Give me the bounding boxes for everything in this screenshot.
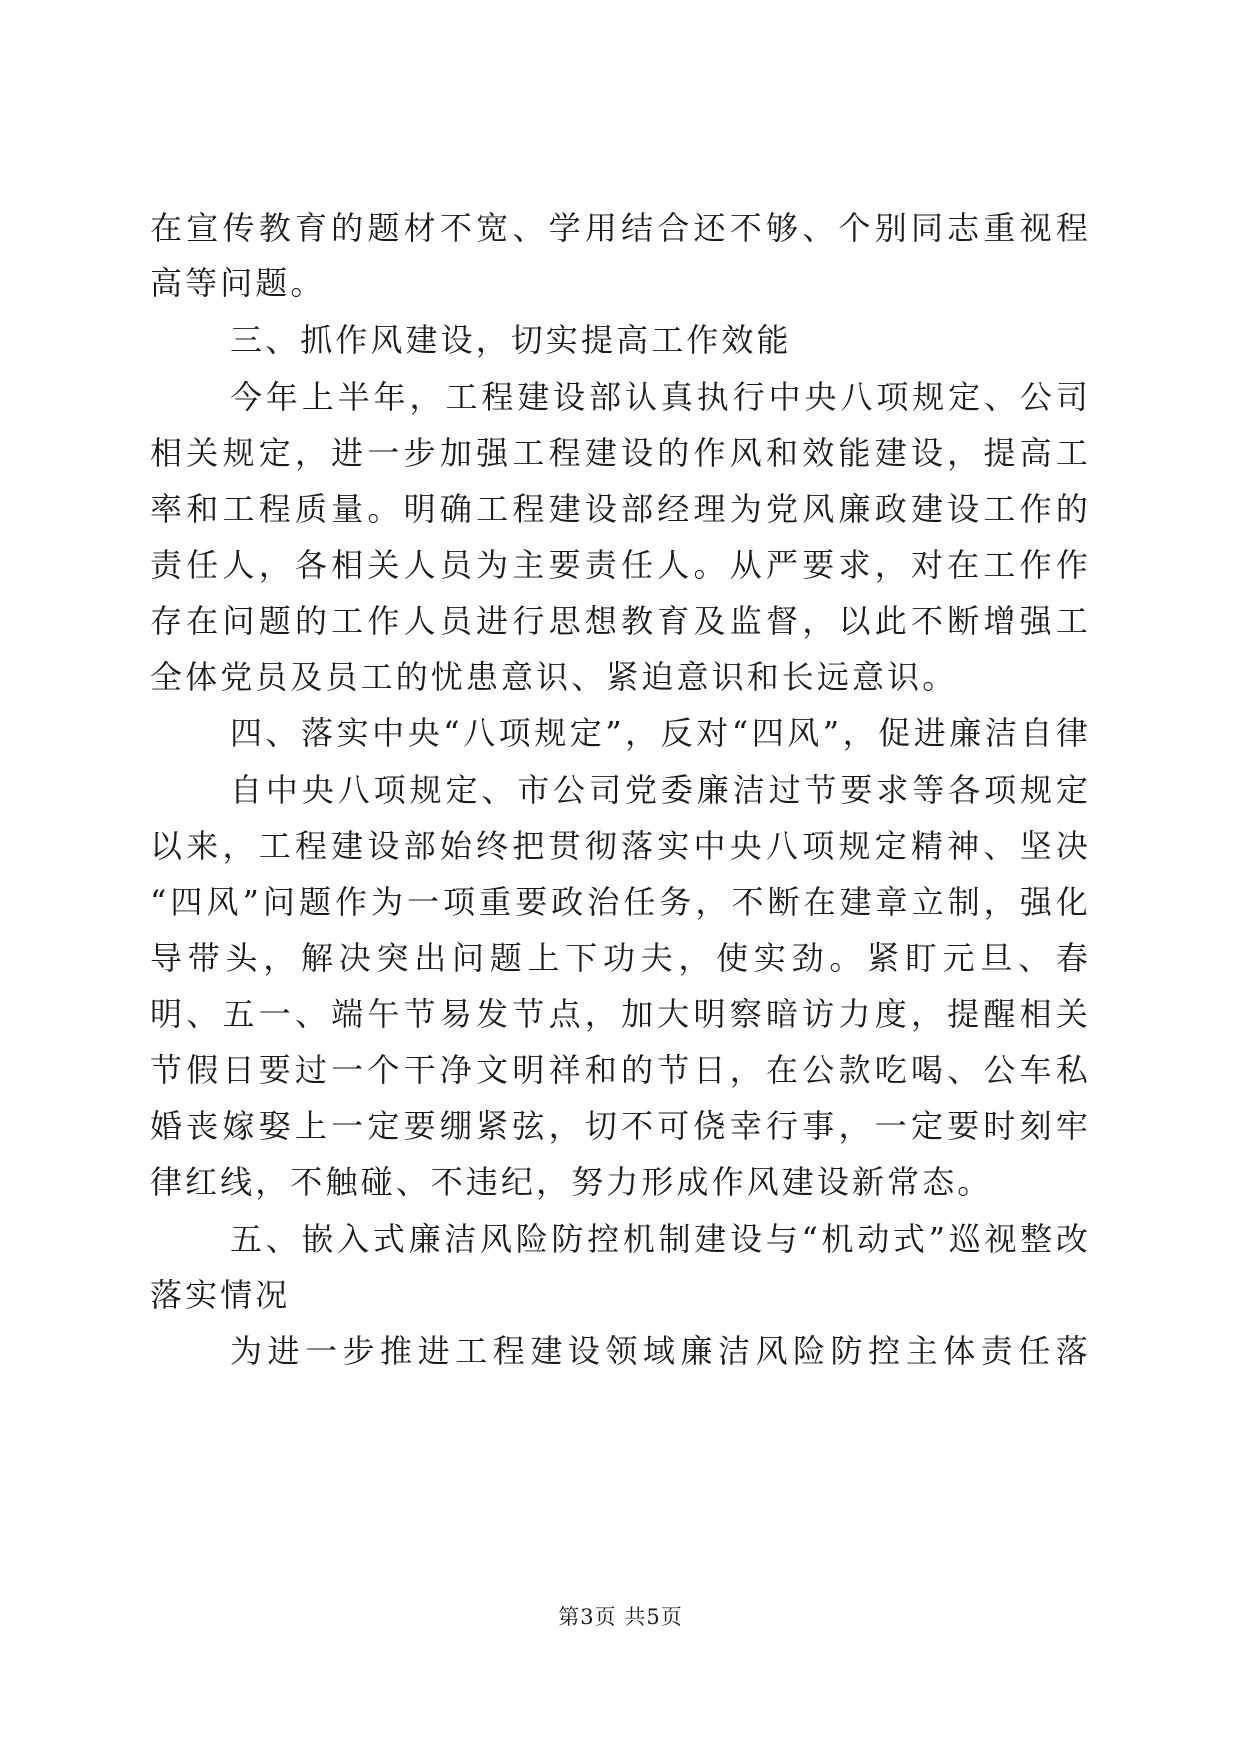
section-heading-4: 四、落实中央“八项规定”，反对“四风”，促进廉洁自律 bbox=[230, 714, 1091, 752]
paragraph-line: “四风”问题作为一项重要政治任务，不断在建章立制，强化 bbox=[150, 883, 1091, 921]
paragraph-line: 率和工程质量。明确工程建设部经理为党风廉政建设工作的 bbox=[150, 490, 1091, 528]
paragraph-line: 为进一步推进工程建设领域廉洁风险防控主体责任落 bbox=[230, 1332, 1091, 1370]
paragraph-line: 自中央八项规定、市公司党委廉洁过节要求等各项规定 bbox=[230, 771, 1091, 809]
paragraph-line: 责任人，各相关人员为主要责任人。从严要求，对在工作作 bbox=[150, 546, 1091, 584]
paragraph-line: 相关规定，进一步加强工程建设的作风和效能建设，提高工 bbox=[150, 434, 1091, 472]
section-heading-3: 三、抓作风建设，切实提高工作效能 bbox=[230, 321, 792, 359]
paragraph-line: 以来，工程建设部始终把贯彻落实中央八项规定精神、坚决 bbox=[150, 827, 1091, 865]
paragraph-line: 婚丧嫁娶上一定要绷紧弦，切不可侥幸行事，一定要时刻牢 bbox=[150, 1107, 1091, 1145]
paragraph-line: 导带头，解决突出问题上下功夫，使实劲。紧盯元旦、春 bbox=[150, 939, 1091, 977]
section-heading-5-continued: 落实情况 bbox=[150, 1276, 291, 1314]
paragraph-line: 存在问题的工作人员进行思想教育及监督，以此不断增强工 bbox=[150, 602, 1091, 640]
paragraph-line: 高等问题。 bbox=[150, 264, 326, 302]
paragraph-line: 全体党员及员工的忧患意识、紧迫意识和长远意识。 bbox=[150, 658, 958, 696]
page-footer: 第3页 共5页 bbox=[558, 1605, 683, 1629]
section-heading-5: 五、嵌入式廉洁风险防控机制建设与“机动式”巡视整改 bbox=[230, 1220, 1091, 1258]
paragraph-line: 在宣传教育的题材不宽、学用结合还不够、个别同志重视程 bbox=[150, 209, 1091, 247]
paragraph-line: 今年上半年，工程建设部认真执行中央八项规定、公司 bbox=[230, 378, 1091, 416]
paragraph-line: 明、五一、端午节易发节点，加大明察暗访力度，提醒相关 bbox=[150, 995, 1091, 1033]
paragraph-line: 律红线，不触碰、不违纪，努力形成作风建设新常态。 bbox=[150, 1163, 993, 1201]
paragraph-line: 节假日要过一个干净文明祥和的节日，在公款吃喝、公车私 bbox=[150, 1051, 1091, 1089]
